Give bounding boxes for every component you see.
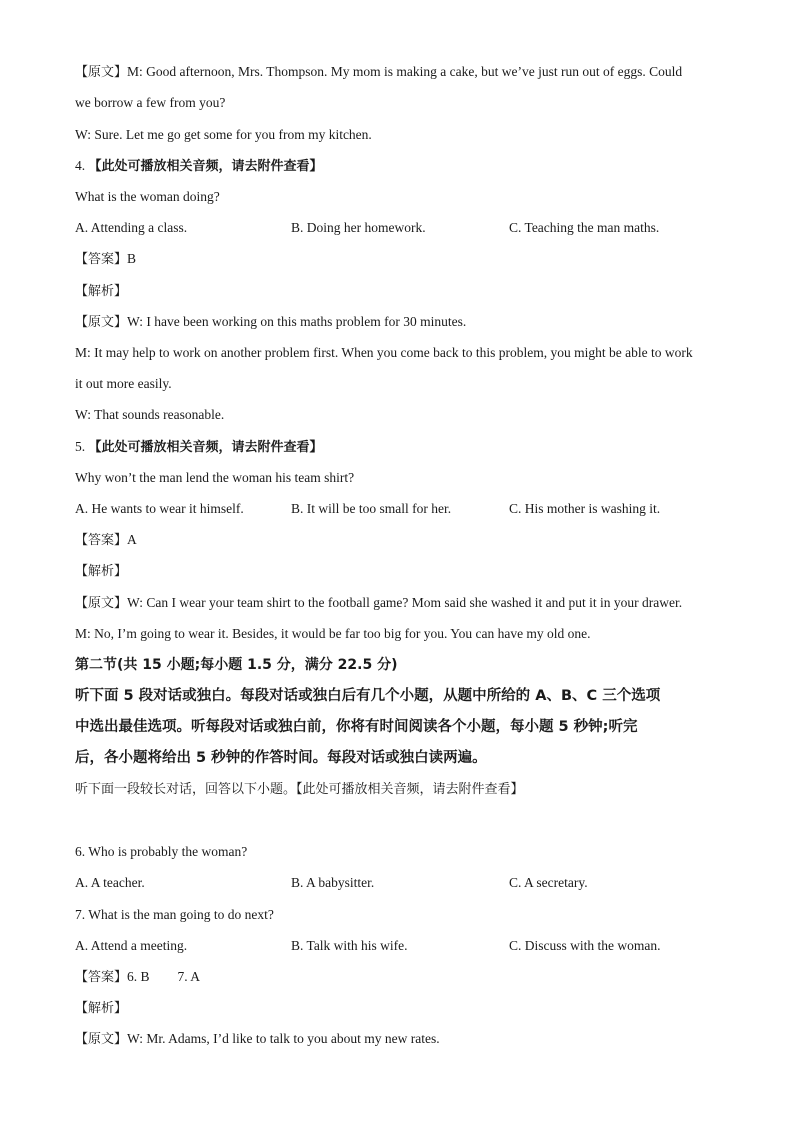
q7-option-b: B. Talk with his wife. — [291, 938, 408, 953]
q5-audio-note: 【此处可播放相关音频，请去附件查看】 — [88, 440, 323, 455]
answer-value: A — [127, 532, 137, 547]
q7-question: 7. What is the man going to do next? — [75, 907, 274, 922]
analysis-label: 【解析】 — [75, 284, 128, 299]
q67-answer — [75, 968, 725, 987]
q4-question: What is the woman doing? — [75, 189, 220, 204]
q5-transcript-line2: M: No, I’m going to wear it. Besides, it would be far too big for you. You can have my old one. — [75, 626, 591, 641]
transcript-tag: 【原文】 — [75, 315, 128, 330]
q6-option-b: B. A babysitter. — [291, 875, 375, 890]
q6-option-c: C. A secretary. — [509, 875, 588, 890]
q5-question: Why won’t the man lend the woman his team shirt? — [75, 470, 355, 485]
q67-analysis — [75, 999, 725, 1018]
q4-transcript-line4: W: That sounds reasonable. — [75, 407, 225, 422]
section2-instructions-3: 后，各小题将给出 5 秒钟的作答时间。每段对话或独白读两遍。 — [75, 750, 487, 766]
analysis-label: 【解析】 — [75, 564, 128, 579]
q6-question: 6. Who is probably the woman? — [75, 844, 248, 859]
section2-instructions-1: 听下面 5 段对话或独白。每段对话或独白后有几个小题，从题中所给的 A、B、C 三个选项 — [75, 688, 661, 704]
answer-label: 【答案】 — [75, 252, 128, 267]
q5-number: 5. — [75, 439, 86, 454]
answer-value: B — [127, 251, 137, 266]
q4-transcript-line2: M: It may help to work on another problem first. When you come back to this problem, you might be able to work — [75, 345, 693, 360]
q4-number: 4. — [75, 158, 86, 173]
analysis-label: 【解析】 — [75, 1001, 128, 1016]
transcript-text: W: Mr. Adams, I’d like to talk to you about my new rates. — [127, 1031, 440, 1046]
transcript-text: W: I have been working on this maths problem for 30 minutes. — [127, 314, 467, 329]
q4-transcript-line3: it out more easily. — [75, 376, 172, 391]
q4-header — [75, 157, 725, 176]
section2-title: 第二节(共 15 小题;每小题 1.5 分，满分 22.5 分) — [75, 657, 398, 673]
q3-transcript-line2: we borrow a few from you? — [75, 95, 226, 110]
q5-header — [75, 438, 725, 457]
q5-option-c: C. His mother is washing it. — [509, 501, 661, 516]
q4-audio-note: 【此处可播放相关音频，请去附件查看】 — [88, 159, 323, 174]
q3-transcript-line3: W: Sure. Let me go get some for you from my kitchen. — [75, 127, 372, 142]
q5-analysis — [75, 562, 725, 581]
q5-transcript-line1 — [75, 594, 725, 613]
q6-option-a: A. A teacher. — [75, 875, 145, 890]
q4-transcript-line1 — [75, 313, 725, 332]
q5-answer — [75, 531, 725, 550]
q5-option-a: A. He wants to wear it himself. — [75, 501, 244, 516]
transcript-tag: 【原文】 — [75, 1032, 128, 1047]
answer-6: 6. B — [127, 969, 150, 984]
q7-option-c: C. Discuss with the woman. — [509, 938, 661, 953]
q4-option-c: C. Teaching the man maths. — [509, 220, 660, 235]
section2-listen-note: 听下面一段较长对话，回答以下小题。【此处可播放相关音频，请去附件查看】 — [75, 782, 524, 797]
section2-instructions-2: 中选出最佳选项。听每段对话或独白前，你将有时间阅读各个小题，每小题 5 秒钟;听完 — [75, 719, 638, 735]
transcript-text: W: Can I wear your team shirt to the football game? Mom said she washed it and put it in your drawer. — [127, 595, 683, 610]
answer-label: 【答案】 — [75, 533, 128, 548]
q5-option-b: B. It will be too small for her. — [291, 501, 452, 516]
q67-transcript-line1 — [75, 1030, 725, 1049]
q3-transcript-line1 — [75, 63, 725, 82]
q4-analysis — [75, 282, 725, 301]
answer-7: 7. A — [177, 969, 201, 984]
transcript-tag: 【原文】 — [75, 596, 128, 611]
answer-label: 【答案】 — [75, 970, 128, 985]
q4-option-b: B. Doing her homework. — [291, 220, 426, 235]
q4-option-a: A. Attending a class. — [75, 220, 188, 235]
transcript-text: M: Good afternoon, Mrs. Thompson. My mom is making a cake, but we’ve just run out of eggs. Could — [127, 64, 683, 79]
q4-answer — [75, 250, 725, 269]
q7-option-a: A. Attend a meeting. — [75, 938, 188, 953]
transcript-tag: 【原文】 — [75, 65, 128, 80]
